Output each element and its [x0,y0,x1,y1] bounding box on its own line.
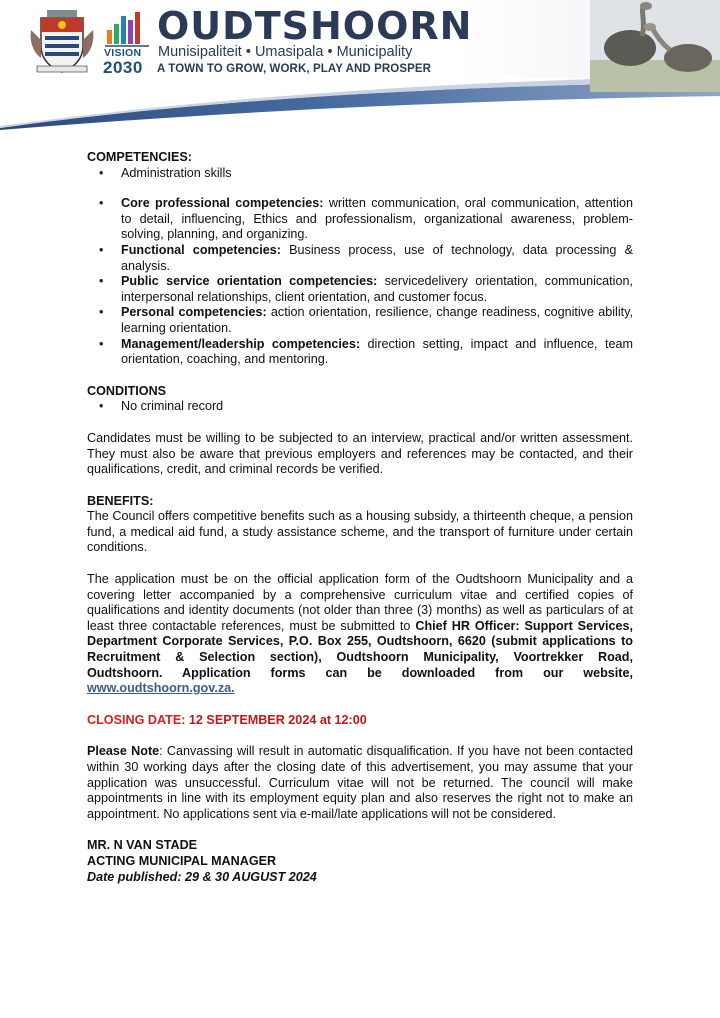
list-item [87,337,633,368]
list-item-text: Administration skills [121,165,232,180]
list-item [87,196,633,243]
competencies-detail-list [87,196,633,368]
municipality-tagline: A TOWN TO GROW, WORK, PLAY AND PROSPER [157,63,432,75]
competencies-list [87,166,633,182]
municipality-subtitle: Munisipaliteit • Umasipala • Municipality [158,44,413,60]
vision-year: 2030 [103,58,143,77]
website-link[interactable]: www.oudtshoorn.gov.za. [87,681,235,696]
list-item-text: servicedelivery orientation, communication, interpersonal relationships, client orientation, and customer focus. [121,274,633,304]
conditions-paragraph: Candidates must be willing to be subjected to an interview, practical and/or written assessment. They must also be aware that previous employers and references may be contacted, and their qualifications, credit, and criminal records be verified. [87,430,633,477]
list-item-text: written communication, oral communication, attention to detail, influencing, Ethics and professionalism, organizational awareness, problem-solving, planning, and organizing. [121,196,633,242]
list-item-text: No criminal record [121,399,224,414]
list-item [87,274,633,305]
note-label: Please Note [87,744,160,759]
bullet-icon: • [99,305,104,320]
closing-date-value: : 12 SEPTEMBER 2024 at 12:00 [181,712,367,727]
list-item-label: Core professional competencies: [121,196,324,211]
benefits-heading: BENEFITS: [87,493,154,508]
bullet-icon: • [99,274,104,289]
bullet-icon: • [99,165,104,180]
list-item-text: action orientation, resilience, change readiness, cognitive ability, learning orientation. [121,305,633,335]
list-item [87,166,633,182]
bullet-icon: • [99,336,104,351]
closing-date-label: CLOSING DATE [87,712,182,727]
ostrich-photo [590,0,720,92]
date-published: Date published: 29 & 30 AUGUST 2024 [87,869,317,884]
note-text: : Canvassing will result in automatic disqualification. If you have not been contacted within 30 working days after the closing date of this advertisement, you may assume that your application was unsuccessful. Curriculum vitae will not be returned. The council will make appointments in line with its employment equity plan and also reserves the right not to make an appointment. No applications sent via e-mail/late applications will not be considered. [87,744,633,821]
list-item [87,399,633,415]
bullet-icon: • [99,242,104,257]
list-item-label: Management/leadership competencies: [121,336,361,351]
list-item-text: direction setting, impact and influence, team orientation, coaching, and mentoring. [121,336,634,367]
advertisement-body [87,150,633,885]
application-intro: The application must be on the official application form of the Oudtshoorn Municipality and a covering letter accompanied by a comprehensive curriculum vitae and certified copies of qualifications and identity documents (not older than three (3) months) as well as particulars of at least three contactable references, must be submitted to [87,572,633,633]
note-paragraph [87,744,633,822]
list-item-label: Functional competencies: [121,242,281,257]
vision-label: VISION [104,47,142,59]
list-item [87,305,633,336]
signatory-title: ACTING MUNICIPAL MANAGER [87,853,277,868]
closing-date [87,713,633,729]
list-item-label: Personal competencies: [121,305,267,320]
competencies-heading: COMPETENCIES: [87,150,192,164]
conditions-list [87,399,633,415]
list-item [87,243,633,274]
list-item-text: Business process, use of technology, data processing & analysis. [121,242,633,273]
municipality-title: OUDTSHOORN [157,4,473,48]
application-paragraph [87,572,633,697]
letterhead [0,0,720,130]
list-item-label: Public service orientation competencies: [121,274,378,289]
signatory-name: MR. N VAN STADE [87,838,198,853]
conditions-heading: CONDITIONS [87,383,167,398]
application-address: Chief HR Officer: Support Services, Department Corporate Services, P.O. Box 255, Oudtshoorn, 6620 (submit applications to Recruitment & Selection section), Oudtshoorn Municipality, Voortrekker Road, Oudtshoorn. Application forms can be downloaded from our website, [87,618,633,680]
bullet-icon: • [99,196,104,211]
benefits-paragraph: The Council offers competitive benefits such as a housing subsidy, a thirteenth cheque, a pension fund, a medical aid fund, a study assistance scheme, and the transport of furniture under certain conditions. [87,509,633,555]
bullet-icon: • [99,399,104,414]
coat-of-arms-logo [27,10,97,74]
